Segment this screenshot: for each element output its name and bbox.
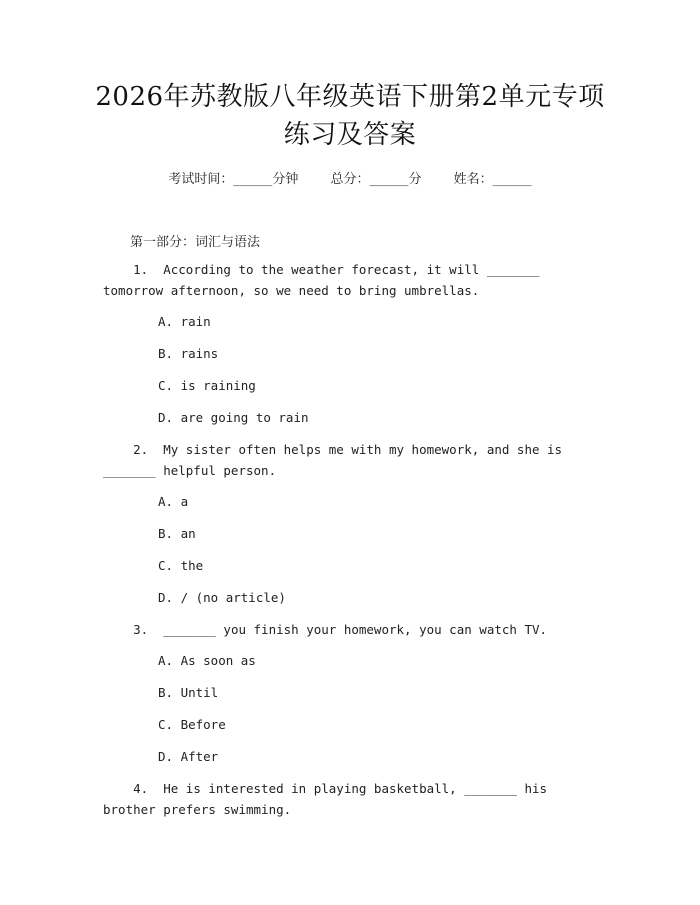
question-3-option-c: C. Before <box>158 717 226 732</box>
question-3-option-b: B. Until <box>158 685 219 700</box>
exam-meta <box>0 168 700 187</box>
question-3-option-d: D. After <box>158 749 219 764</box>
document-title <box>0 78 700 154</box>
question-4-text: 4. He is interested in playing basketball, _______ his brother prefers swimming. <box>103 781 555 817</box>
question-1-option-c: C. is raining <box>158 378 256 393</box>
question-2-option-c: C. the <box>158 558 204 573</box>
title-line-1: 2026年苏教版八年级英语下册第2单元专项 <box>95 82 605 112</box>
title-line-2: 练习及答案 <box>283 120 417 150</box>
question-1-option-a: A. rain <box>158 314 211 329</box>
question-2-option-d: D. / (no article) <box>158 590 286 605</box>
question-3-option-a: A. As soon as <box>158 653 256 668</box>
question-1-text: 1. According to the weather forecast, it will _______ tomorrow afternoon, so we need to bring umbrellas. <box>103 262 548 298</box>
question-1-option-d: D. are going to rain <box>158 410 309 425</box>
student-name: 姓名：______ <box>453 172 532 187</box>
question-2-option-b: B. an <box>158 526 196 541</box>
question-2-text: 2. My sister often helps me with my homework, and she is _______ helpful person. <box>103 442 570 478</box>
exam-score: 总分：______分 <box>330 172 422 187</box>
question-1-option-b: B. rains <box>158 346 219 361</box>
exam-time: 考试时间：______分钟 <box>168 172 299 187</box>
question-2-option-a: A. a <box>158 494 189 509</box>
question-3-text: 3. _______ you finish your homework, you can watch TV. <box>103 622 548 637</box>
section-title: 第一部分：词汇与语法 <box>130 235 261 250</box>
